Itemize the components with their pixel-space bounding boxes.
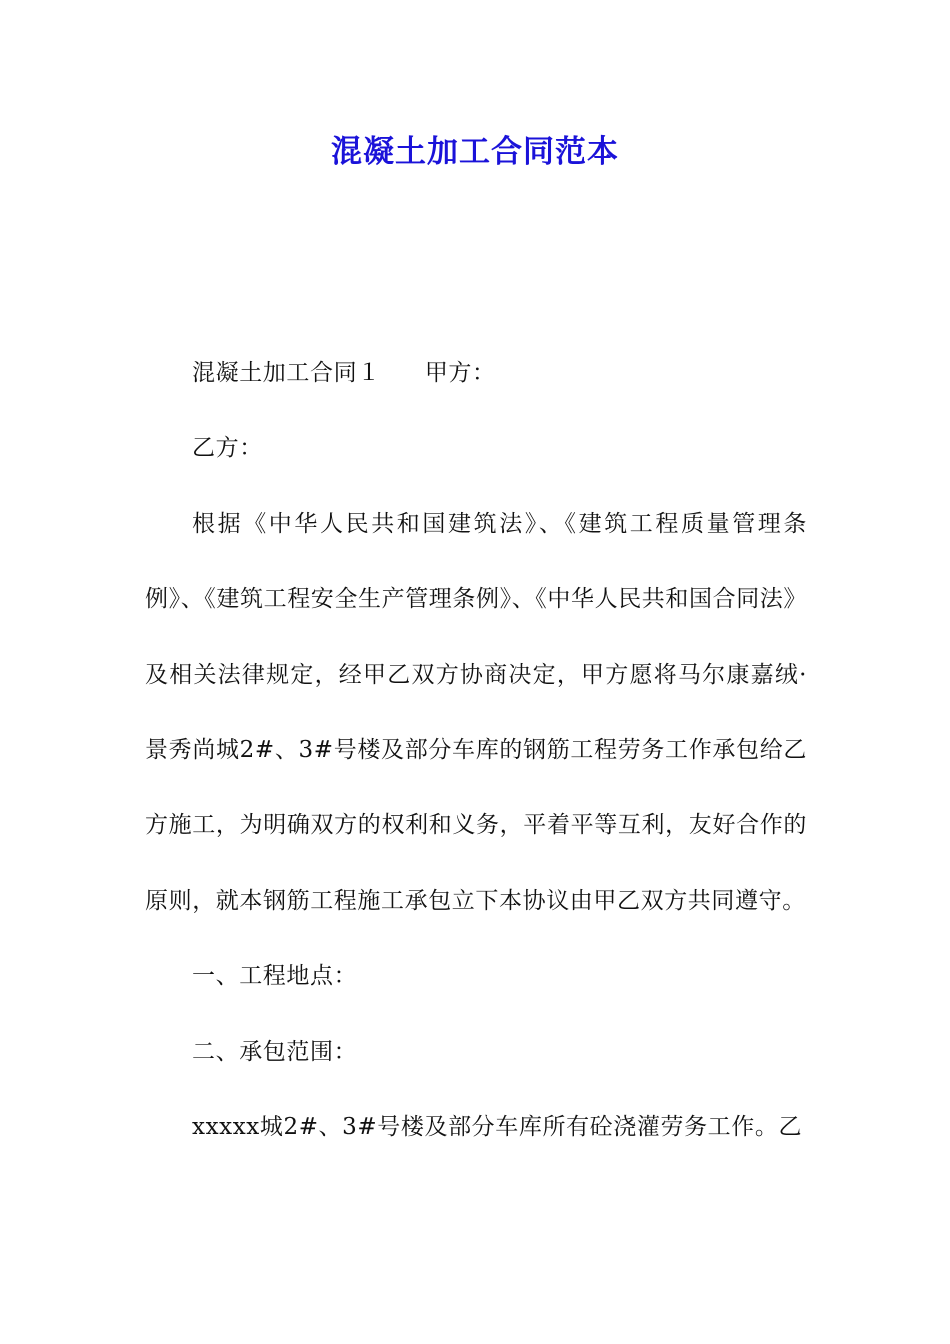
document-title: 混凝土加工合同范本 <box>331 134 619 170</box>
section-heading-scope: 二、承包范围： <box>192 1038 358 1065</box>
contract-label: 混凝土加工合同１ <box>192 360 381 386</box>
contract-header-line <box>145 336 807 411</box>
intro-paragraph: 根据《中华人民共和国建筑法》、《建筑工程质量管理条例》、《建筑工程安全生产管理条例》、《中华人民共和国合同法》及相关法律规定，经甲乙双方协商决定，甲方愿将马尔康嘉绒·景秀尚城2#、3#号楼及部分车库的钢筋工程劳务工作承包给乙方施工，为明确双方的权利和义务，平着平等互利，友好合作的原则，就本钢筋工程施工承包立下本协议由甲乙双方共同遵守。 <box>145 510 807 914</box>
section-heading-location: 一、工程地点： <box>192 963 358 990</box>
party-a-label: 甲方： <box>424 360 496 386</box>
document-body <box>145 336 807 1165</box>
scope-paragraph: xxxxx城2#、3#号楼及部分车库所有砼浇灌劳务工作。乙 <box>192 1114 803 1141</box>
party-b-label: 乙方： <box>192 435 263 462</box>
